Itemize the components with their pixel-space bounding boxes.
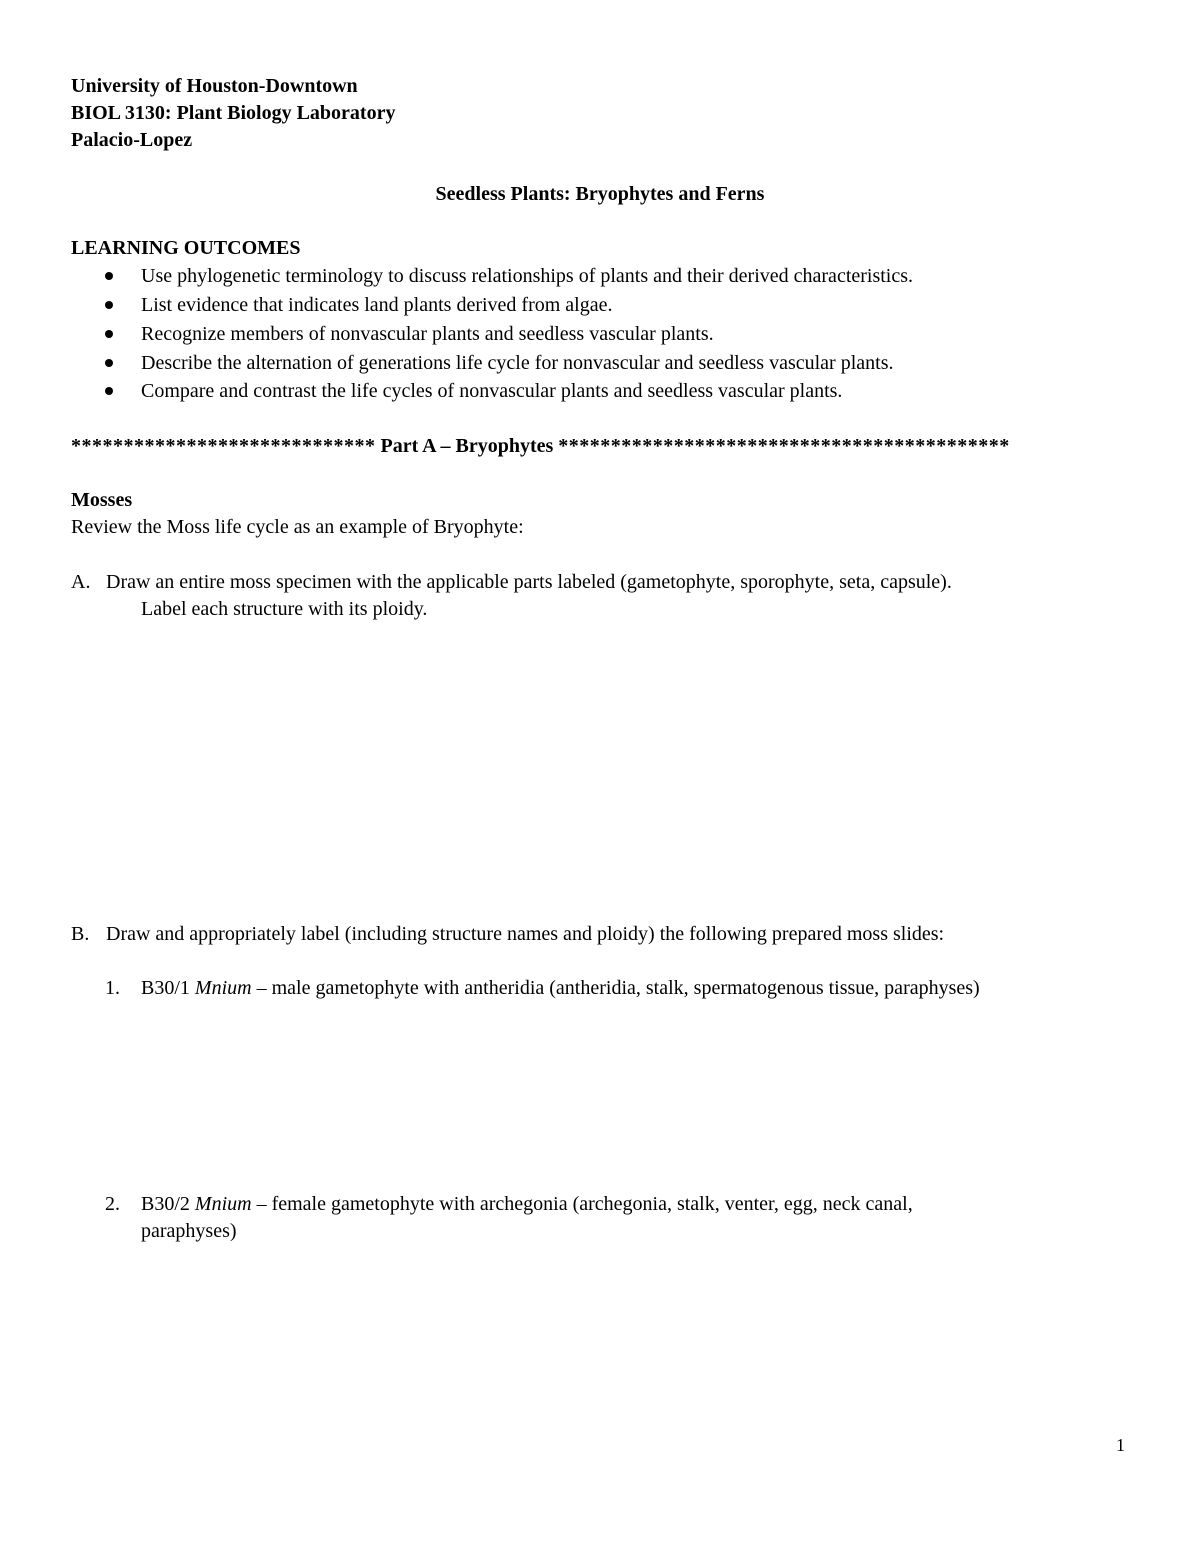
slide-item-marker: 2. — [105, 1193, 120, 1215]
question-a-text-continued: Label each structure with its ploidy. — [141, 598, 428, 620]
page-number: 1 — [1116, 1435, 1125, 1455]
bullet-icon — [105, 301, 113, 309]
question-b-text: Draw and appropriately label (including structure names and ploidy) the following prepared moss slides: — [106, 923, 945, 945]
course-title: BIOL 3130: Plant Biology Laboratory — [71, 102, 396, 124]
bullet-icon — [105, 387, 113, 395]
divider-stars-right: ******************************************* — [558, 435, 1010, 457]
bullet-icon — [105, 272, 113, 280]
bullet-icon — [105, 330, 113, 338]
instructor-name: Palacio-Lopez — [71, 129, 193, 151]
slide-item-text — [141, 1191, 913, 1217]
slide-code: B30/2 — [141, 1193, 190, 1215]
learning-outcome-text: Compare and contrast the life cycles of nonvascular plants and seedless vascular plants. — [141, 380, 843, 402]
slide-item-1 — [105, 975, 1165, 1003]
learning-outcome-text: List evidence that indicates land plants derived from algae. — [141, 294, 613, 316]
document-title: Seedless Plants: Bryophytes and Ferns — [435, 183, 765, 205]
slide-code: B30/1 — [141, 977, 190, 999]
bullet-icon — [105, 359, 113, 367]
question-a — [71, 569, 1171, 625]
slide-item-marker: 1. — [105, 977, 120, 999]
genus-name: Mnium — [194, 1193, 252, 1215]
slide-item-2 — [105, 1191, 1165, 1247]
slide-description: – female gametophyte with archegonia (archegonia, stalk, venter, egg, neck canal, — [256, 1193, 913, 1215]
part-a-label: Part A – Bryophytes — [380, 435, 554, 457]
divider-stars-left: ***************************** — [71, 435, 376, 457]
learning-outcome-text: Recognize members of nonvascular plants and seedless vascular plants. — [141, 323, 714, 345]
mosses-intro: Review the Moss life cycle as an example of Bryophyte: — [71, 516, 524, 538]
genus-name: Mnium — [194, 977, 252, 999]
learning-outcomes-heading: LEARNING OUTCOMES — [71, 237, 301, 259]
question-b — [71, 921, 1171, 949]
question-a-text: Draw an entire moss specimen with the applicable parts labeled (gametophyte, sporophyte, seta, capsule). — [106, 571, 952, 593]
learning-outcome-text: Describe the alternation of generations life cycle for nonvascular and seedless vascular plants. — [141, 352, 894, 374]
question-marker: B. — [71, 923, 90, 945]
slide-item-text — [141, 975, 980, 1001]
part-a-divider — [71, 433, 1111, 459]
slide-description: – male gametophyte with antheridia (antheridia, stalk, spermatogenous tissue, paraphyses) — [256, 977, 980, 999]
university-name: University of Houston-Downtown — [71, 75, 358, 97]
mosses-heading: Mosses — [71, 489, 133, 511]
slide-description-continued: paraphyses) — [141, 1220, 237, 1242]
question-marker: A. — [71, 571, 91, 593]
learning-outcome-text: Use phylogenetic terminology to discuss relationships of plants and their derived characteristics. — [141, 265, 914, 287]
